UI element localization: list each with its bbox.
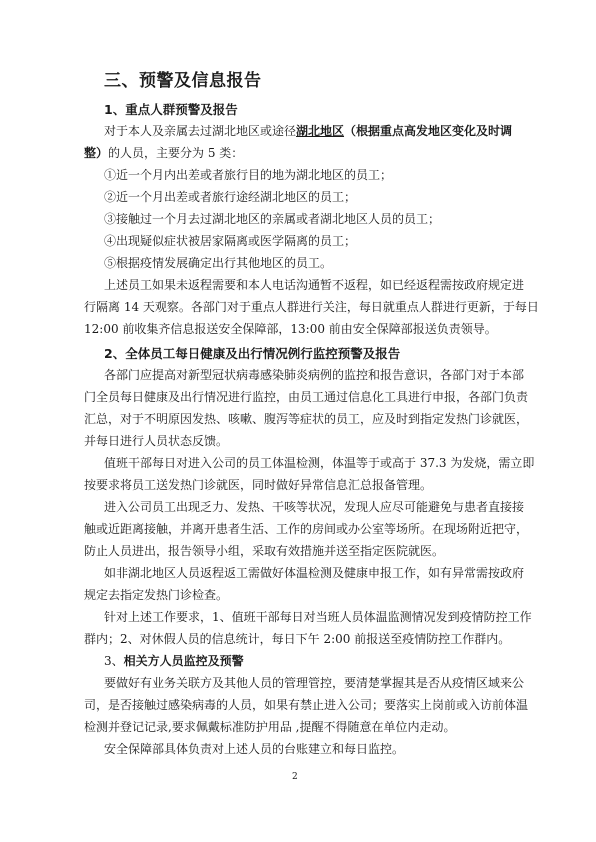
- s1-intro-line-1: [104, 120, 512, 142]
- s2-p2-line: 值班干部每日对进入公司的员工体温检测，体温等于或高于 37.3 为发烧，需立即: [104, 456, 535, 470]
- s2-p3-line: 防止人员进出，报告领导小组，采取有效措施并送至指定医院就医。: [84, 544, 445, 558]
- subsection-3-title: [104, 650, 244, 672]
- s3-p1-line: 司，是否接触过感染病毒的人员，如果有禁止进入公司；要落实上岗前或入访前体温: [84, 698, 529, 712]
- s1-item: ③接触过一个月去过湖北地区的亲属或者湖北地区人员的员工；: [104, 212, 441, 226]
- subsection-3-number: 3、: [104, 654, 124, 668]
- s3-p1-line: 要做好有业务关联方及其他人员的管理管控，要清楚掌握其是否从疫情区域来公: [104, 676, 525, 690]
- s2-p4-line: 规定去指定发热门诊检查。: [84, 588, 229, 602]
- s2-p4-line: 如非湖北地区人员返程返工需做好体温检测及健康申报工作，如有异常需按政府: [104, 566, 525, 580]
- subsection-2-title: 2、全体员工每日健康及出行情况例行监控预警及报告: [104, 346, 401, 361]
- s1-intro-text: 对于本人及亲属去过湖北地区或途径: [104, 124, 297, 138]
- s1-para-line: 行隔离 14 天观察。各部门对于重点人群进行关注，每日就重点人群进行更新，于每日: [84, 300, 539, 314]
- s2-p3-line: 触或近距离接触，并离开患者生活、工作的房间或办公室等场所。在现场附近把守，: [84, 522, 529, 536]
- s3-p1-line: 检测并登记记录,要求佩戴标准防护用品 ,提醒不得随意在单位内走动。: [84, 720, 456, 734]
- s1-item: ②近一个月出差或者旅行途经湖北地区的员工；: [104, 190, 357, 204]
- s1-intro-tail: 的人员，主要分为 5 类：: [108, 146, 244, 160]
- s1-para-line: 12:00 前收集齐信息报送安全保障部，13:00 前由安全保障部报送负责领导。: [84, 322, 497, 336]
- s2-p1-line: 并每日进行人员状态反馈。: [84, 434, 229, 448]
- s1-item: ④出现疑似症状被居家隔离或医学隔离的员工；: [104, 234, 357, 248]
- s1-intro-line-2: [84, 142, 243, 164]
- section-title: 三、预警及信息报告: [104, 71, 262, 91]
- s1-intro-highlight: 湖北地区: [296, 124, 345, 138]
- s2-p3-line: 进入公司员工出现乏力、发热、干咳等状况，发现人应尽可能避免与患者直接接: [104, 500, 525, 514]
- s1-para-line: 上述员工如果未返程需要和本人电话沟通暂不返程，如已经返程需按政府规定进: [104, 278, 525, 292]
- s2-p1-line: 门全员每日健康及出行情况进行监控，由员工通过信息化工具进行申报，各部门负责: [84, 390, 529, 404]
- subsection-1-title: 1、重点人群预警及报告: [104, 102, 238, 117]
- page-number: 2: [292, 772, 298, 782]
- s1-item: ⑤根据疫情发展确定出行其他地区的员工。: [104, 256, 333, 270]
- s2-p2-line: 按要求将员工送发热门诊就医，同时做好异常信息汇总报备管理。: [84, 478, 433, 492]
- s1-intro-note-end: 整）: [84, 146, 109, 160]
- s3-p2-line: 安全保障部具体负责对上述人员的台账建立和每日监控。: [104, 742, 405, 756]
- s2-p5-line: 针对上述工作要求，1、值班干部每日对当班人员体温监测情况发到疫情防控工作: [104, 610, 532, 624]
- subsection-3-title-text: 相关方人员监控及预警: [123, 654, 244, 668]
- s2-p1-line: 汇总，对于不明原因发热、咳嗽、腹泻等症状的员工，应及时到指定发热门诊就医，: [84, 412, 529, 426]
- s2-p1-line: 各部门应提高对新型冠状病毒感染肺炎病例的监控和报告意识，各部门对于本部: [104, 368, 525, 382]
- s2-p5-line: 群内；2、对休假人员的信息统计，每日下午 2:00 前报送至疫情防控工作群内。: [84, 632, 511, 646]
- s1-item: ①近一个月内出差或者旅行目的地为湖北地区的员工；: [104, 168, 393, 182]
- s1-intro-note: （根据重点高发地区变化及时调: [344, 124, 513, 138]
